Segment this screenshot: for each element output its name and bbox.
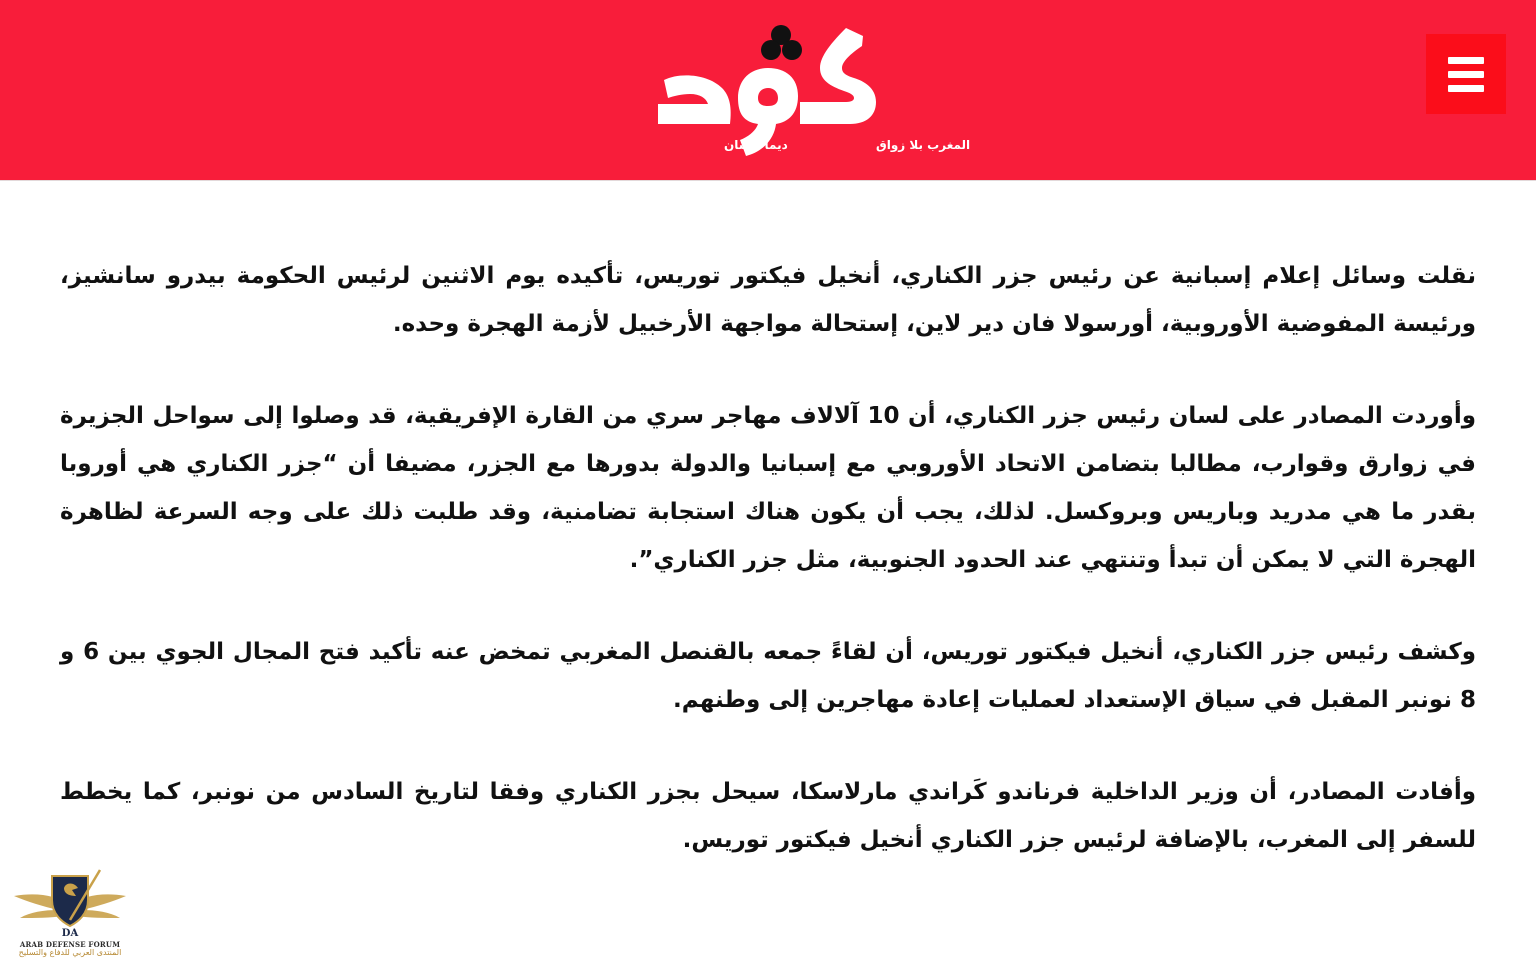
- article-paragraph-3: وكشف رئيس جزر الكناري، أنخيل فيكتور توريس، أن لقاءً جمعه بالقنصل المغربي تمخض عنه تأكيد فتح المجال الجوي بين 6 و 8 نونبر المقبل في سياق الإستعداد لعمليات إعادة مهاجرين إلى وطنهم.: [60, 639, 1476, 713]
- article-paragraph-2: وأوردت المصادر على لسان رئيس جزر الكناري، أن 10 آلالاف مهاجر سري من القارة الإفريقية، قد وصلوا إلى سواحل الجزيرة في زوارق وقوارب، مطالبا بتضامن الاتحاد الأوروبي مع إسبانيا والدولة بدورها مع الجزر، مضيفا أن “جزر الكناري هي أوروبا بقدر ما هي مدريد وباريس وبروكسل. لذلك، يجب أن يكون هناك استجابة تضامنية، وقد طلبت ذلك على وجه السرعة لظاهرة الهجرة التي لا يمكن أن تبدأ وتنتهي عند الحدود الجنوبية، مثل جزر الكناري”.: [60, 403, 1477, 573]
- logo-tagline-secondary: ديما نيشان: [724, 138, 788, 152]
- menu-button[interactable]: [1426, 34, 1506, 114]
- logo-tagline-primary: المغرب بلا زواق: [876, 138, 971, 152]
- article-paragraph-1: نقلت وسائل إعلام إسبانية عن رئيس جزر الكناري، أنخيل فيكتور توريس، تأكيده يوم الاثنين لرئيس الحكومة بيدرو سانشيز، ورئيسة المفوضية الأوروبية، أورسولا فان دير لاين، إستحالة مواجهة الأرخبيل لأزمة الهجرة وحده.: [60, 263, 1476, 337]
- watermark-title-en: ARAB DEFENSE FORUM: [19, 940, 121, 949]
- hamburger-menu-icon: [1448, 57, 1484, 64]
- watermark-initials: DA: [61, 928, 79, 939]
- article-paragraph-4: وأفادت المصادر، أن وزير الداخلية فرناندو كَراندي مارلاسكا، سيحل بجزر الكناري وفقا لتاريخ السادس من نونبر، كما يخطط للسفر إلى المغرب، بالإضافة لرئيس جزر الكناري أنخيل فيكتور توريس.: [60, 779, 1476, 853]
- watermark-title-ar: المنتدى العربي للدفاع والتسليح: [18, 948, 122, 957]
- logo-graphic: [650, 18, 971, 164]
- forum-watermark: [8, 866, 132, 958]
- article-body: [60, 252, 1476, 908]
- site-header: [0, 0, 1536, 181]
- site-logo[interactable]: [650, 18, 971, 164]
- eagle-shield-emblem-icon: [8, 866, 132, 940]
- hamburger-menu-icon-bar-3: [1448, 85, 1484, 92]
- logo-dot-right: [782, 40, 802, 60]
- hamburger-menu-icon-bar-2: [1448, 71, 1484, 78]
- logo-dot-left: [761, 40, 781, 60]
